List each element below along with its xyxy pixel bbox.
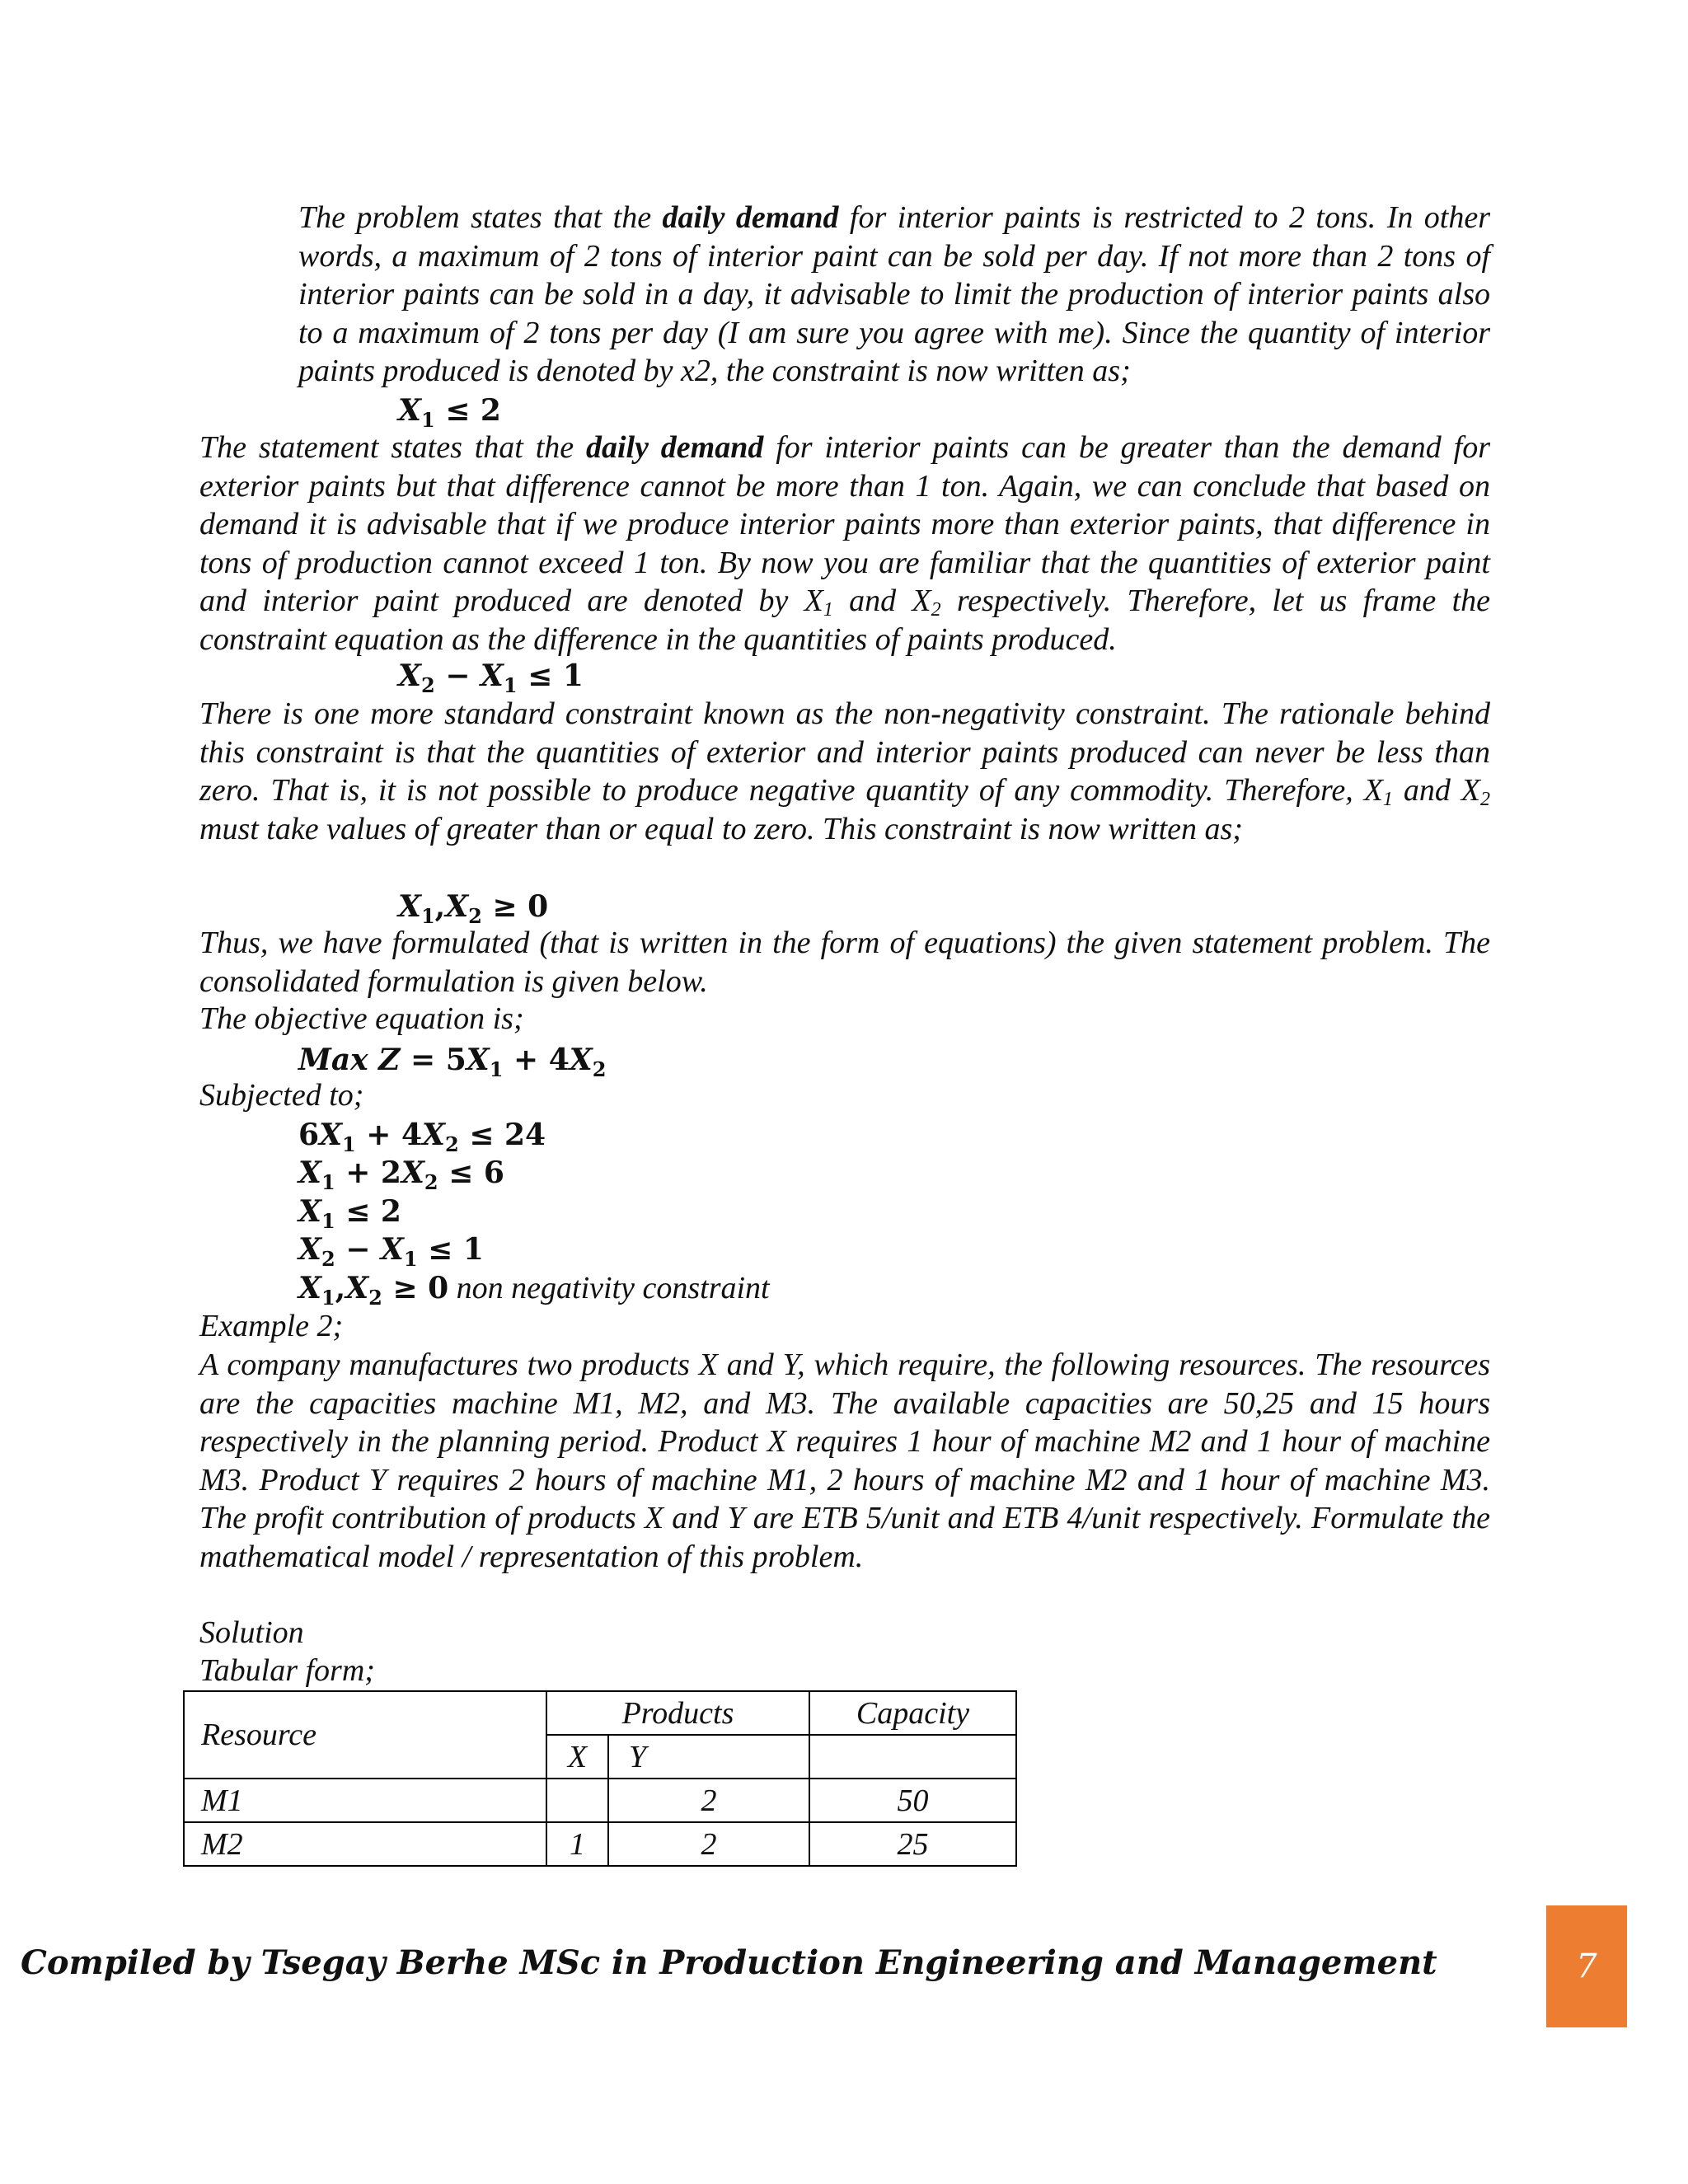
paragraph-formulated: Thus, we have formulated (that is written in the form of equations) the given statement problem. The consolidated formulation is given below. — [199, 926, 1490, 999]
paragraph-demand-difference: The statement states that the daily demand for interior paints can be greater than the demand for exterior paints but that difference cannot be more than 1 ton. Again, we can conclude that based on demand it is advisable that if we produce interior paints more than exterior paints, that difference in tons of production cannot exceed 1 ton. By now you are familiar that the quantities of exterior paint and interior paint produced are denoted by $X_1$ and $X_2$ respectively. Therefore, let us frame the constraint equation as the difference in the quantities of paints produced. — [199, 430, 1490, 657]
constraint-4: $X_2 - X_1 \le 1$ — [298, 1232, 484, 1271]
example-heading: Example 2; — [199, 1309, 344, 1343]
objective-intro: The objective equation is; — [199, 1001, 524, 1036]
bold-daily-demand-2: daily demand — [585, 430, 764, 465]
paragraph-example-problem: A company manufactures two products X and Y, which require, the following resources. The resources are the capacities machine M1, M2, and M3. The available capacities are 50,25 and 15 hours respectively in the planning period. Product X requires 1 hour of machine M2 and 1 hour of machine M3. Product Y requires 2 hours of machine M1, 2 hours of machine M2 and 1 hour of machine M3. The profit contribution of products X and Y are ETB 5/unit and ETB 4/unit respectively. Formulate the mathematical model / representation of this problem. — [199, 1347, 1490, 1574]
subjected-to: Subjected to; — [199, 1078, 364, 1113]
constraint-1: $6X_1 + 4X_2 \le 24$ — [298, 1118, 546, 1156]
subheader-y: Y — [608, 1735, 809, 1779]
equation-nonnegativity: $X_1,X_2 \ge 0$ — [398, 889, 549, 928]
page-number-badge — [1546, 1905, 1627, 2027]
objective-equation: Max $Z = 5X_1 + 4X_2$ — [298, 1043, 607, 1081]
subheader-x: X — [546, 1735, 608, 1779]
solution-heading: Solution — [199, 1615, 304, 1650]
equation-x1-le-2: $X_1 \le 2$ — [398, 393, 501, 432]
page-number: 7 — [1576, 1947, 1597, 1985]
equation-x2-minus-x1: $X_2 - X_1 \le 1$ — [398, 658, 584, 697]
subheader-capacity-empty — [809, 1735, 1016, 1779]
constraint-3: $X_1 \le 2$ — [298, 1194, 401, 1233]
tabular-heading: Tabular form; — [199, 1653, 375, 1688]
nonneg-note: non negativity constraint — [448, 1271, 770, 1305]
paragraph-non-negativity: There is one more standard constraint known as the non-negativity constraint. The rationale behind this constraint is that the quantities of exterior and interior paints produced can never be less than zero. That is, it is not possible to produce negative quantity of any commodity. Therefore, $X_1$ and $X_2$ must take values of greater than or equal to zero. This constraint is now written as; — [199, 696, 1490, 846]
resource-table — [183, 1690, 1017, 1867]
bold-daily-demand: daily demand — [662, 200, 839, 235]
constraint-2: $X_1 + 2X_2 \le 6$ — [298, 1155, 504, 1194]
table-row: M1 2 50 — [184, 1779, 1016, 1822]
constraint-5: $X_1,X_2 \ge 0$ non negativity constraint — [298, 1271, 770, 1310]
header-resource: Resource — [184, 1691, 546, 1779]
paragraph-daily-demand: The problem states that the daily demand for interior paints is restricted to 2 tons. In other words, a maximum of 2 tons of interior paint can be sold per day. If not more than 2 tons of interior paints can be sold in a day, it advisable to limit the production of interior paints also to a maximum of 2 tons per day (I am sure you agree with me). Since the quantity of interior paints produced is denoted by x2, the constraint is now written as; — [298, 200, 1490, 388]
table-row: M2 1 2 25 — [184, 1822, 1016, 1866]
header-products: Products — [546, 1691, 809, 1735]
header-capacity: Capacity — [809, 1691, 1016, 1735]
footer-compiled-by: Compiled by Tsegay Berhe MSc in Production Engineering and Management — [21, 1943, 1437, 1982]
